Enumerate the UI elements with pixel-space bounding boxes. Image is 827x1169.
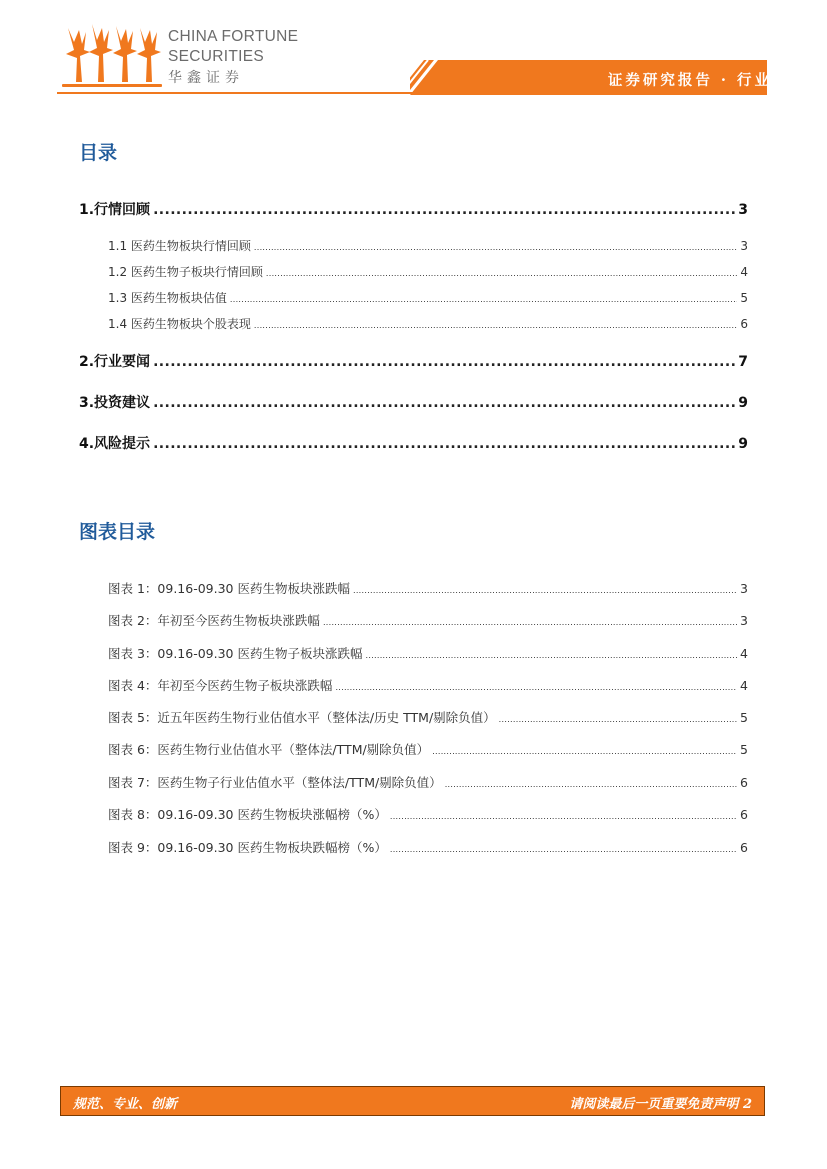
footer-slogan: 规范、专业、创新 [73, 1097, 178, 1112]
toc-item[interactable] [79, 199, 748, 219]
figure-item-label: 图表 5：近五年医药生物行业估值水平（整体法/历史 TTM/剔除负值） [108, 710, 496, 725]
figure-item-page: 6 [740, 840, 748, 855]
toc-item-page: 9 [738, 436, 748, 452]
toc-leader [499, 715, 737, 724]
figure-item[interactable] [108, 773, 748, 791]
figure-item[interactable] [108, 805, 748, 823]
toc-leader [335, 683, 737, 692]
toc-item[interactable] [108, 263, 748, 280]
toc-leader [390, 845, 737, 854]
toc-leader [365, 651, 737, 660]
toc-leader [254, 321, 737, 330]
toc-leader [323, 618, 737, 627]
figure-item-label: 图表 7：医药生物子行业估值水平（整体法/TTM/剔除负值） [108, 775, 442, 790]
figure-item[interactable] [108, 676, 748, 694]
toc-leader [153, 436, 735, 452]
figure-item-page: 5 [740, 710, 748, 725]
toc-item-label: 1.2 医药生物子板块行情回顾 [108, 265, 263, 279]
figure-item-page: 4 [740, 646, 748, 661]
figure-item-label: 图表 4：年初至今医药生物子板块涨跌幅 [108, 678, 333, 693]
toc-item[interactable] [79, 351, 748, 371]
figure-item-label: 图表 6：医药生物行业估值水平（整体法/TTM/剔除负值） [108, 742, 430, 757]
header-rule [57, 92, 765, 94]
toc-leader [445, 780, 737, 789]
company-logo-text [168, 27, 298, 88]
toc-item-page: 6 [740, 317, 748, 331]
toc-leader [153, 395, 735, 411]
figures-title: 图表目录 [79, 521, 156, 543]
toc-item-label: 1.4 医药生物板块个股表现 [108, 317, 251, 331]
toc-leader [390, 812, 737, 821]
toc-title: 目录 [79, 142, 118, 164]
figure-item-page: 6 [740, 807, 748, 822]
toc-item[interactable] [108, 315, 748, 332]
figure-item-page: 3 [740, 613, 748, 628]
toc-item[interactable] [79, 392, 748, 412]
toc-item-page: 3 [738, 202, 748, 218]
figure-item[interactable] [108, 708, 748, 726]
toc-leader [353, 586, 737, 595]
figure-item-page: 6 [740, 775, 748, 790]
figure-item[interactable] [108, 644, 748, 662]
toc-item[interactable] [108, 289, 748, 306]
figure-item-label: 图表 8：09.16-09.30 医药生物板块涨幅榜（%） [108, 807, 387, 822]
report-type-label: 证券研究报告 · 行业报告 [607, 72, 807, 89]
toc-item-page: 4 [740, 265, 748, 279]
figure-item[interactable] [108, 740, 748, 758]
logo-english-line1: CHINA FORTUNE [168, 28, 299, 45]
logo-chinese: 华鑫证券 [168, 70, 244, 86]
footer-bar [60, 1086, 765, 1116]
figure-item[interactable] [108, 838, 748, 856]
figure-item-label: 图表 3：09.16-09.30 医药生物子板块涨跌幅 [108, 646, 363, 661]
toc-leader [254, 243, 737, 252]
toc-leader [153, 202, 735, 218]
toc-item-label: 1.行情回顾 [79, 202, 151, 218]
figure-item-page: 5 [740, 742, 748, 757]
toc-item-page: 7 [738, 354, 748, 370]
toc-item-label: 1.1 医药生物板块行情回顾 [108, 239, 251, 253]
toc-item-label: 3.投资建议 [79, 395, 151, 411]
toc-item-page: 9 [738, 395, 748, 411]
toc-leader [230, 295, 737, 304]
toc-item-label: 1.3 医药生物板块估值 [108, 291, 227, 305]
toc-item[interactable] [108, 237, 748, 254]
toc-leader [432, 747, 737, 756]
figure-item-label: 图表 9：09.16-09.30 医药生物板块跌幅榜（%） [108, 840, 387, 855]
toc-item-label: 2.行业要闻 [79, 354, 151, 370]
toc-leader [153, 354, 735, 370]
figure-item-page: 3 [740, 581, 748, 596]
logo-english-line2: SECURITIES [168, 48, 265, 65]
toc-item-label: 4.风险提示 [79, 436, 151, 452]
toc-item-page: 5 [740, 291, 748, 305]
figure-item[interactable] [108, 579, 748, 597]
toc-item[interactable] [79, 433, 748, 453]
footer-disclaimer-note: 请阅读最后一页重要免责声明 2 [569, 1097, 752, 1112]
figure-item-label: 图表 1：09.16-09.30 医药生物板块涨跌幅 [108, 581, 350, 596]
toc-item-page: 3 [740, 239, 748, 253]
figure-item-page: 4 [740, 678, 748, 693]
figure-item[interactable] [108, 611, 748, 629]
toc-leader [266, 269, 737, 278]
company-logo-icon [62, 20, 162, 90]
figure-item-label: 图表 2：年初至今医药生物板块涨跌幅 [108, 613, 320, 628]
